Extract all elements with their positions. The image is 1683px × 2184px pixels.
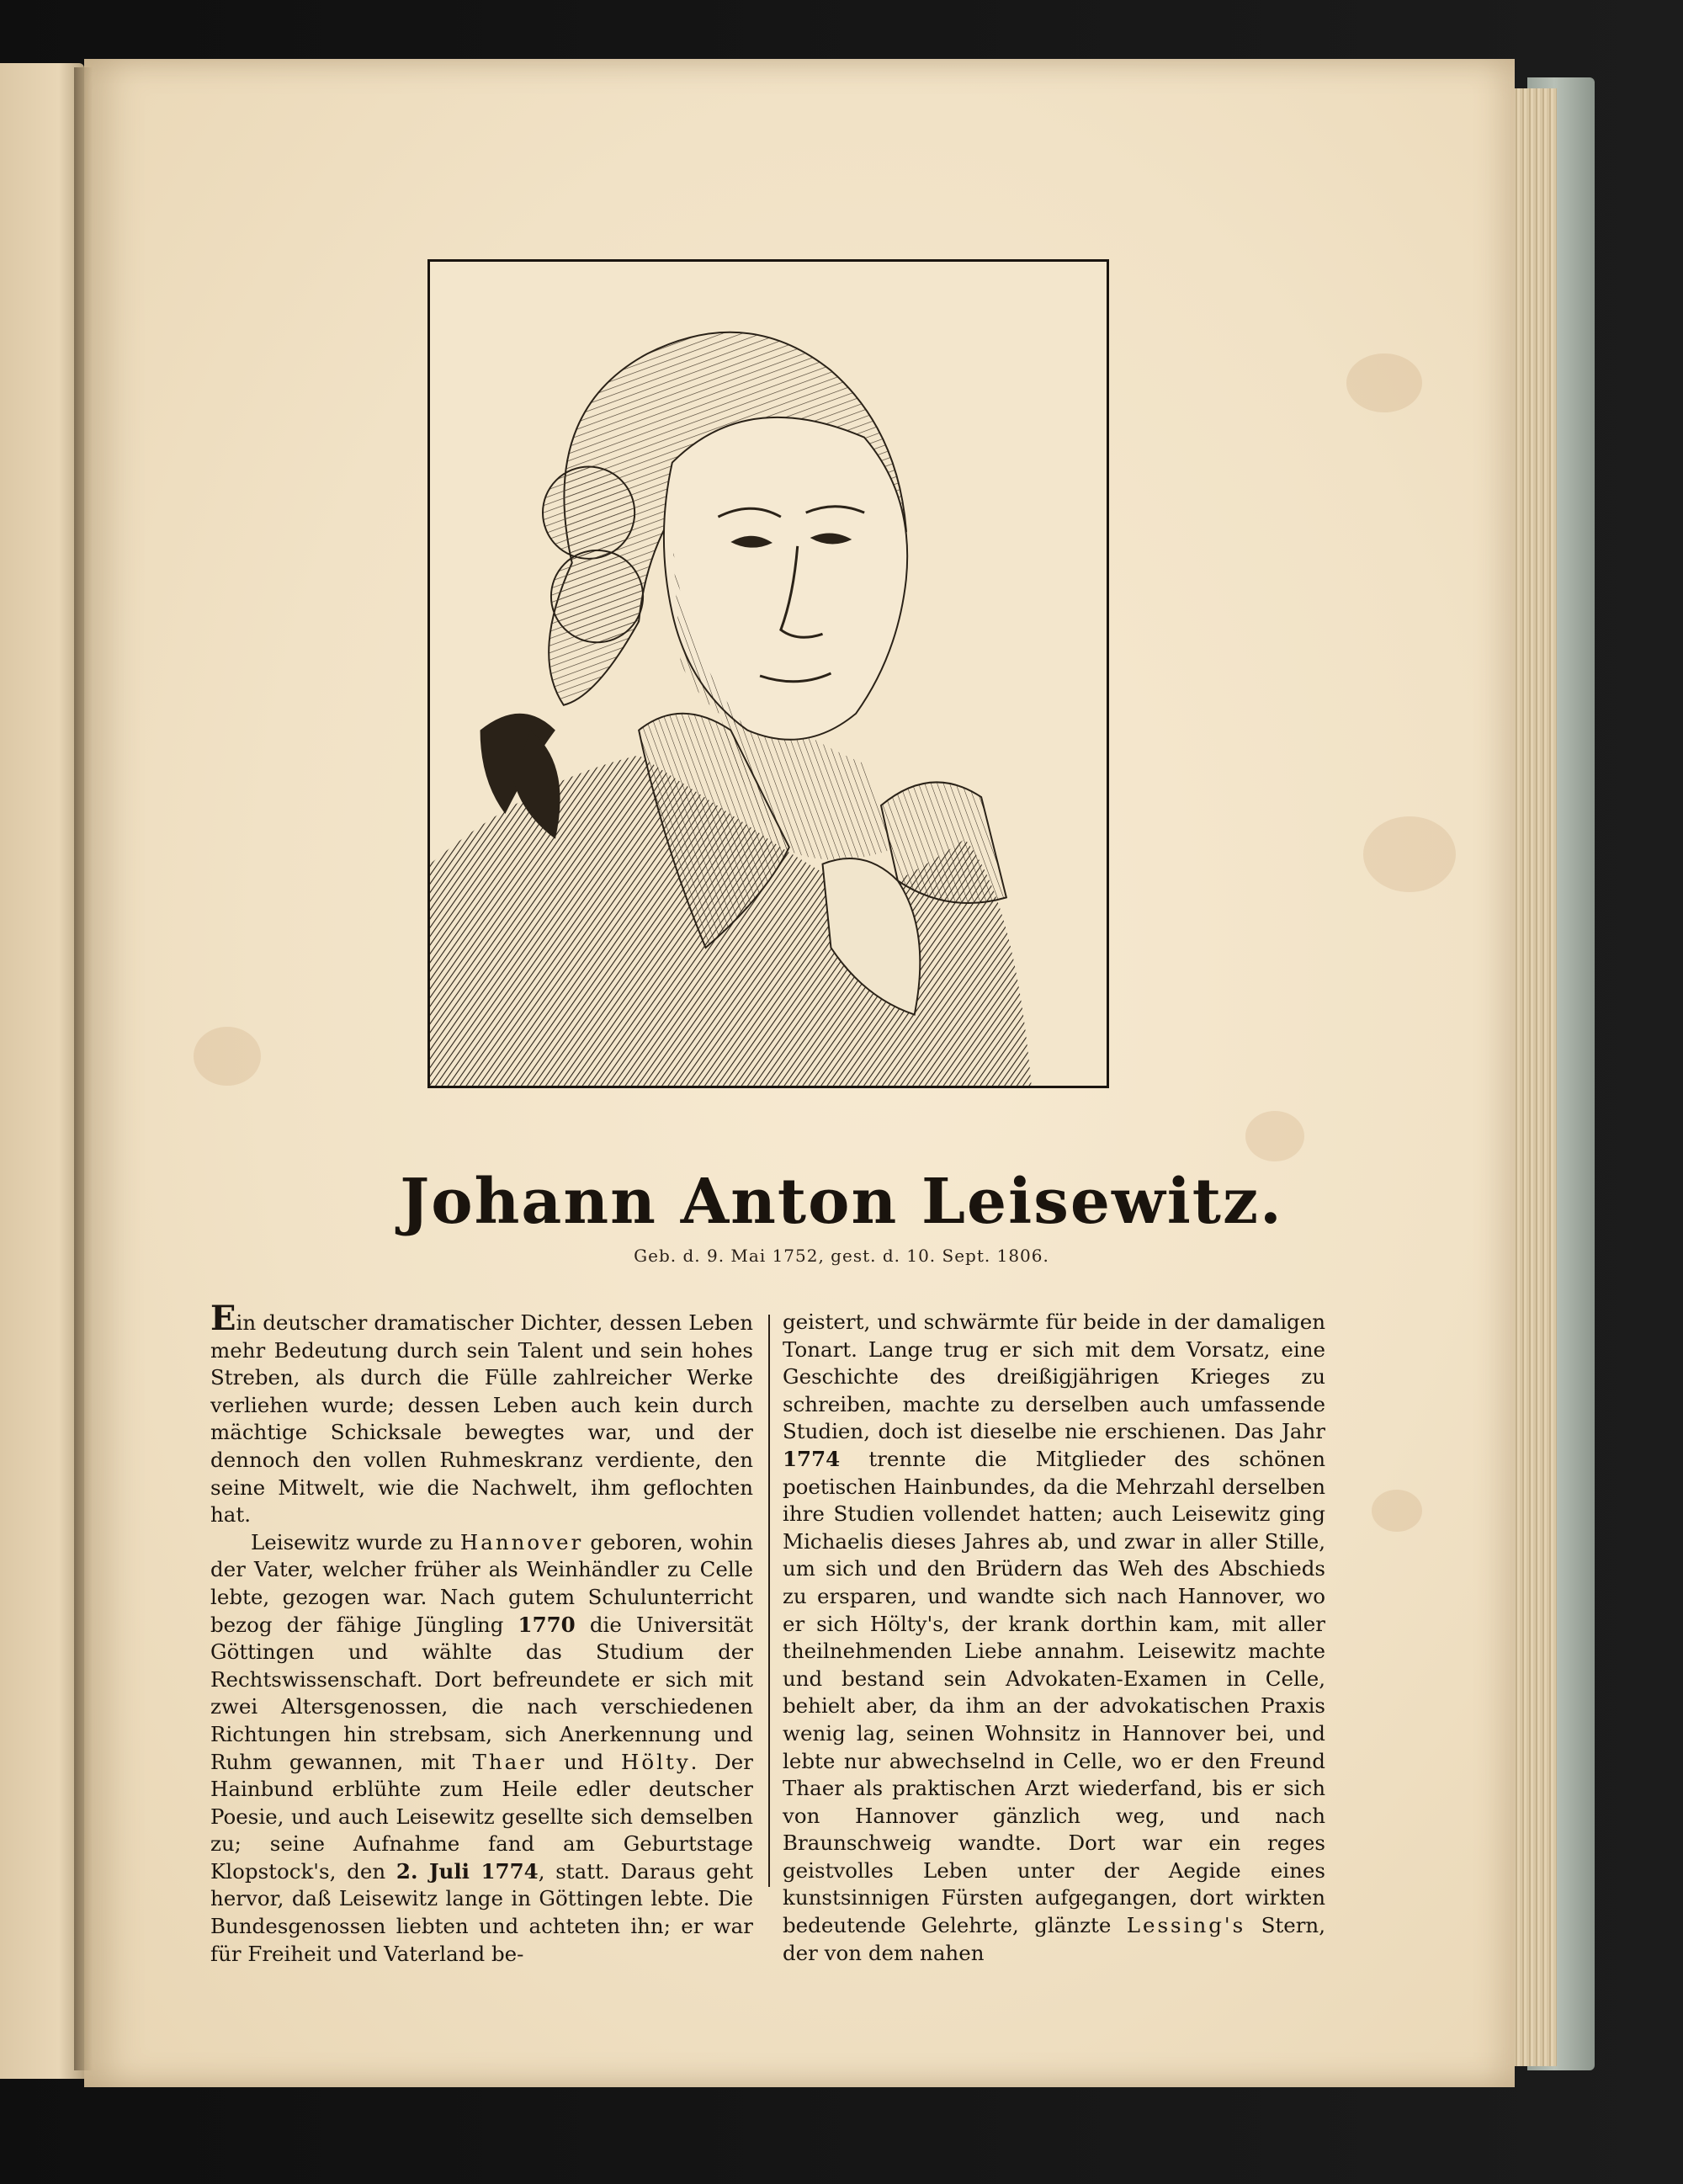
gutter-shadow [74,67,93,2070]
year: 1770 [518,1612,576,1637]
text-column-right [783,1309,1325,1967]
column-divider [768,1315,770,1887]
foxing-stain [1245,1111,1304,1161]
page-title: Johann Anton Leisewitz. [400,1166,1283,1238]
paragraph-text: in deutscher dramatischer Dichter, dessen Leben mehr Bedeutung durch sein Talent und sein hohes Streben, als durch die Fülle zahlreicher Werke verliehen wurde; dessen Leben auch kein durch mächtige Schicksale bewegtes war, und der dennoch den vollen Ruhmeskranz verdiente, den seine Mitwelt, wie die Nachwelt, ihm geflochten hat. [210,1310,753,1528]
foxing-stain [1363,816,1456,892]
text-run: Stern, der von dem nahen [783,1913,1325,1965]
foxing-stain [194,1027,261,1086]
text-run: geboren, wohin der Vater, welcher früher als Weinhändler zu Celle lebte, gezogen war. Nach gutem Schulunterricht bezog der fähige Jüngling [210,1529,753,1637]
foxing-stain [1346,353,1422,412]
life-dates: Geb. d. 9. Mai 1752, gest. d. 10. Sept. 1806. [634,1246,1049,1266]
text-run: trennte die Mitglieder des schönen poetischen Hainbundes, da die Mehrzahl derselben ihre Studien vollendet hatten; auch Leisewitz ging Michaelis dieses Jahres ab, und zwar in aller Stille, um sich und den Brüdern das Weh des Abschieds zu ersparen, und wandte sich nach Hannover, wo er sich Hölty's, der krank dorthin kam, mit aller theilnehmenden Liebe annahm. Leisewitz machte und bestand sein Advokaten-Examen in Celle, behielt aber, da ihm an der advokatischen Praxis wenig lag, seinen Wohnsitz in Hannover bei, und lebte nur abwechselnd in Celle, wo er den Freund Thaer als praktischen Arzt wiederfand, bis er sich von Hannover gänzlich weg, und nach Braunschweig wandte. Dort war ein reges geistvolles Leben unter der Aegide eines kunstsinnigen Fürsten aufgegangen, dort wirkten bedeutende Gelehrte, glänzte [783,1446,1325,1938]
text-run: , statt. Daraus geht hervor, daß Leisewitz lange in Göttingen lebte. Die Bundesgenossen liebten und achteten ihn; er war für Freiheit und Vaterland be- [210,1858,753,1966]
text-run: und [546,1749,622,1774]
person-name: Lessing's [1126,1913,1246,1938]
portrait-engraving [430,262,1107,1086]
text-run: Leisewitz wurde zu [251,1529,460,1554]
foxing-stain [1372,1490,1422,1532]
year: 1774 [783,1446,841,1471]
person-name: Thaer [472,1749,547,1774]
paragraph [210,1529,753,1969]
text-run: die Universität Göttingen und wählte das Studium der Rechtswissenschaft. Dort befreundete er sich mit zwei Altersgenossen, die nach verschiedenen Richtungen hin strebsam, sich Anerkennung und Ruhm gewannen, mit [210,1612,753,1774]
text-run: . Der Hainbund erblühte zum Heile edler deutscher Poesie, und auch Leisewitz gesellte sich demselben zu; seine Aufnahme fand am Geburtstage Klopstock's, den [210,1749,753,1884]
drop-cap: E [210,1299,236,1338]
date: 2. Juli 1774 [396,1858,539,1884]
place-name: Hannover [459,1529,584,1554]
paragraph [783,1309,1325,1967]
text-run: geistert, und schwärmte für beide in der damaligen Tonart. Lange trug er sich mit dem Vorsatz, eine Geschichte des dreißigjährigen Krieges zu schreiben, machte zu derselben auch umfassende Studien, doch ist dieselbe nie erschienen. Das Jahr [783,1310,1325,1444]
portrait-illustration [427,259,1109,1088]
text-column-left [210,1299,753,1968]
facing-page-edge [0,63,84,2079]
person-name: Hölty [621,1749,691,1774]
paragraph [210,1299,753,1529]
